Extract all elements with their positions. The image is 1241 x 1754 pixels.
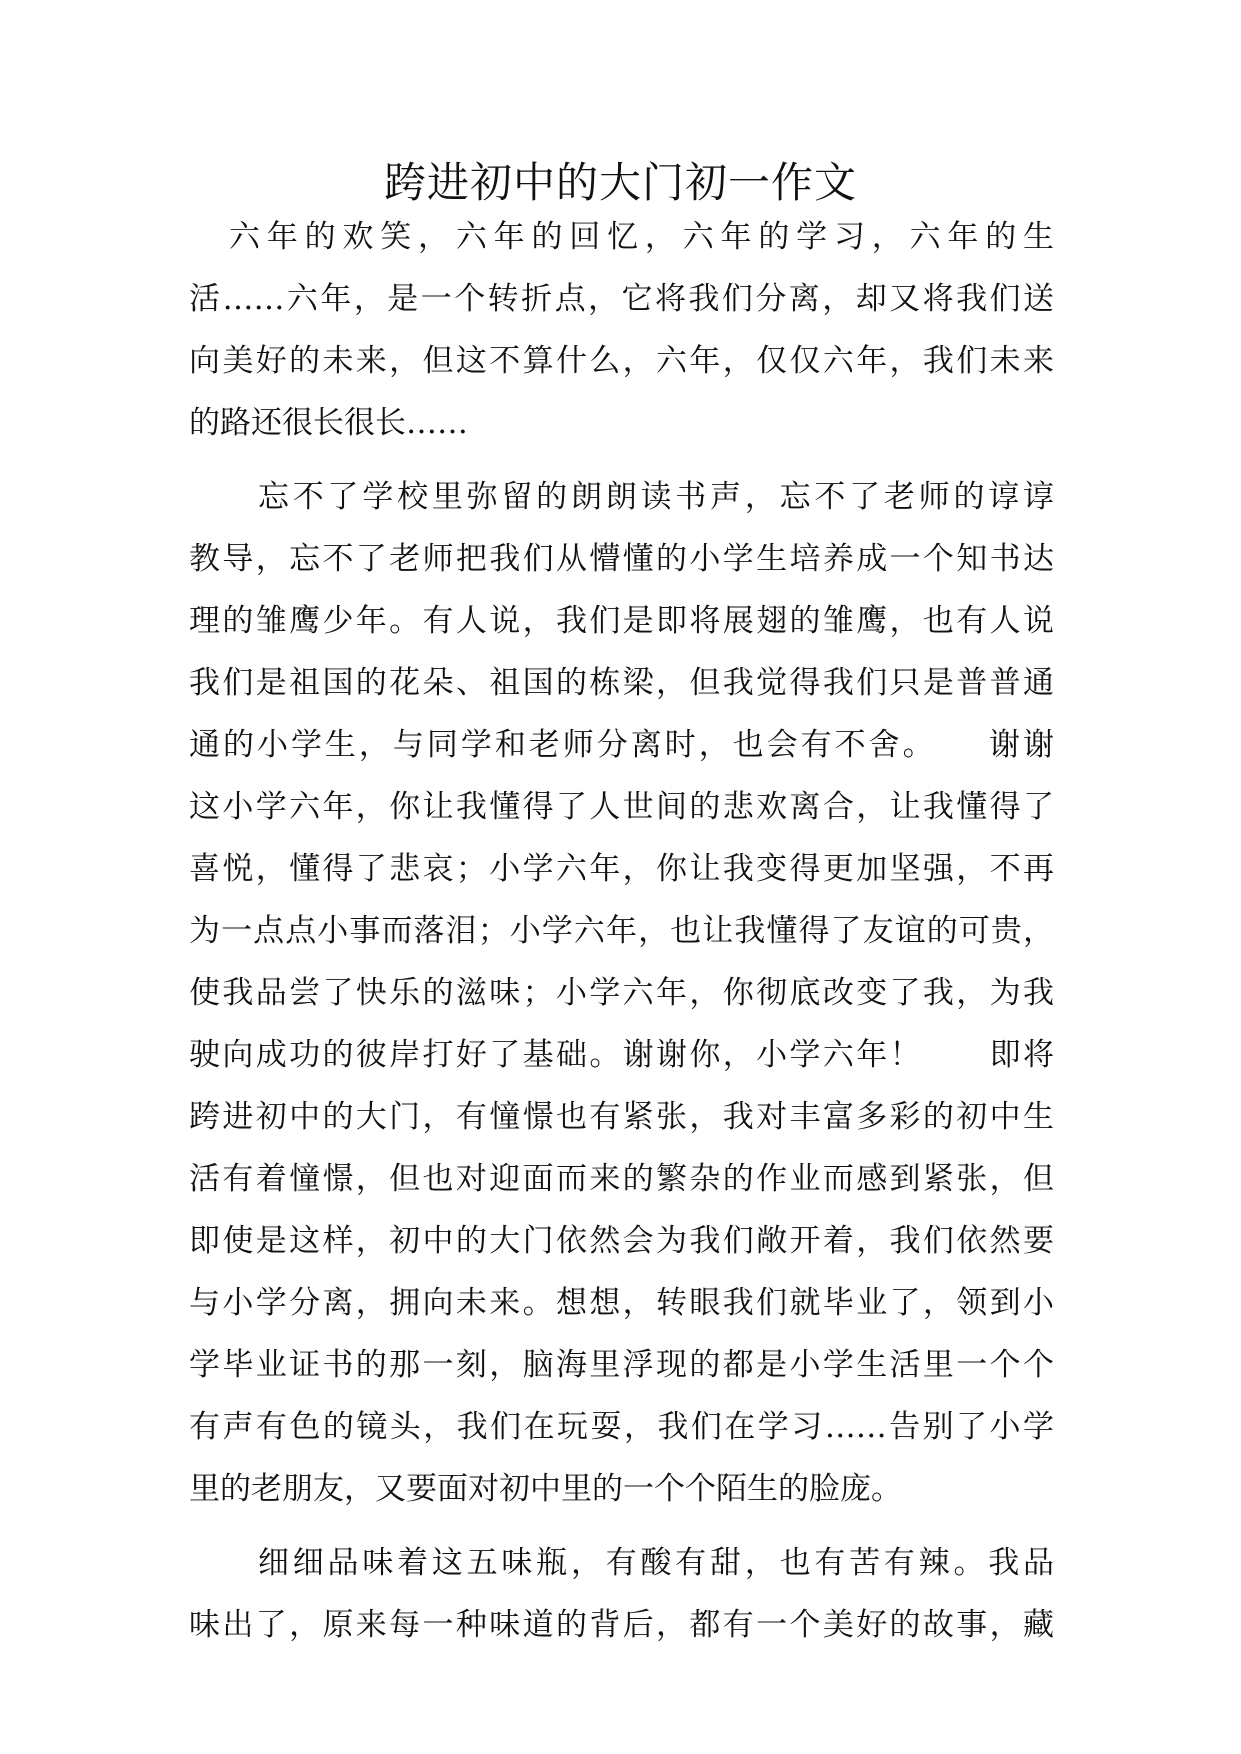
- paragraph-line: 学毕业证书的那一刻，脑海里浮现的都是小学生活里一个个: [189, 1347, 1054, 1383]
- paragraph-line: 六年的欢笑，六年的回忆，六年的学习，六年的生: [229, 219, 1054, 255]
- paragraph-line: 通的小学生，与同学和老师分离时，也会有不舍。 谢谢: [189, 727, 1054, 763]
- paragraph-line: 活……六年，是一个转折点，它将我们分离，却又将我们送: [189, 281, 1054, 317]
- paragraph-line: 教导，忘不了老师把我们从懵懂的小学生培养成一个知书达: [189, 541, 1054, 577]
- paragraph-line: 即使是这样，初中的大门依然会为我们敞开着，我们依然要: [189, 1223, 1054, 1259]
- paragraph-line: 理的雏鹰少年。有人说，我们是即将展翅的雏鹰，也有人说: [189, 603, 1054, 639]
- paragraph-line: 向美好的未来，但这不算什么，六年，仅仅六年，我们未来: [189, 343, 1054, 379]
- document-title: 跨进初中的大门初一作文: [383, 158, 857, 207]
- paragraph-line: 的路还很长很长……: [189, 405, 468, 441]
- paragraph-line: 跨进初中的大门，有憧憬也有紧张，我对丰富多彩的初中生: [189, 1099, 1054, 1135]
- paragraph-line: 忘不了学校里弥留的朗朗读书声，忘不了老师的谆谆: [258, 479, 1054, 515]
- paragraph-line: 活有着憧憬，但也对迎面而来的繁杂的作业而感到紧张，但: [189, 1161, 1054, 1197]
- paragraph-line: 细细品味着这五味瓶，有酸有甜，也有苦有辣。我品: [258, 1545, 1054, 1581]
- paragraph-line: 我们是祖国的花朵、祖国的栋梁，但我觉得我们只是普普通: [189, 665, 1054, 701]
- paragraph-line: 味出了，原来每一种味道的背后，都有一个美好的故事，藏: [189, 1607, 1054, 1643]
- paragraph-line: 有声有色的镜头，我们在玩耍，我们在学习……告别了小学: [189, 1409, 1054, 1445]
- paragraph-line: 使我品尝了快乐的滋味；小学六年，你彻底改变了我，为我: [189, 975, 1054, 1011]
- paragraph-line: 喜悦，懂得了悲哀；小学六年，你让我变得更加坚强，不再: [189, 851, 1054, 887]
- paragraph-line: 与小学分离，拥向未来。想想，转眼我们就毕业了，领到小: [189, 1285, 1054, 1321]
- paragraph-line: 驶向成功的彼岸打好了基础。谢谢你，小学六年！ 即将: [189, 1037, 1054, 1073]
- paragraph-line: 为一点点小事而落泪；小学六年，也让我懂得了友谊的可贵，: [189, 913, 1054, 949]
- paragraph-line: 里的老朋友，又要面对初中里的一个个陌生的脸庞。: [189, 1471, 902, 1507]
- paragraph-line: 这小学六年，你让我懂得了人世间的悲欢离合，让我懂得了: [189, 789, 1054, 825]
